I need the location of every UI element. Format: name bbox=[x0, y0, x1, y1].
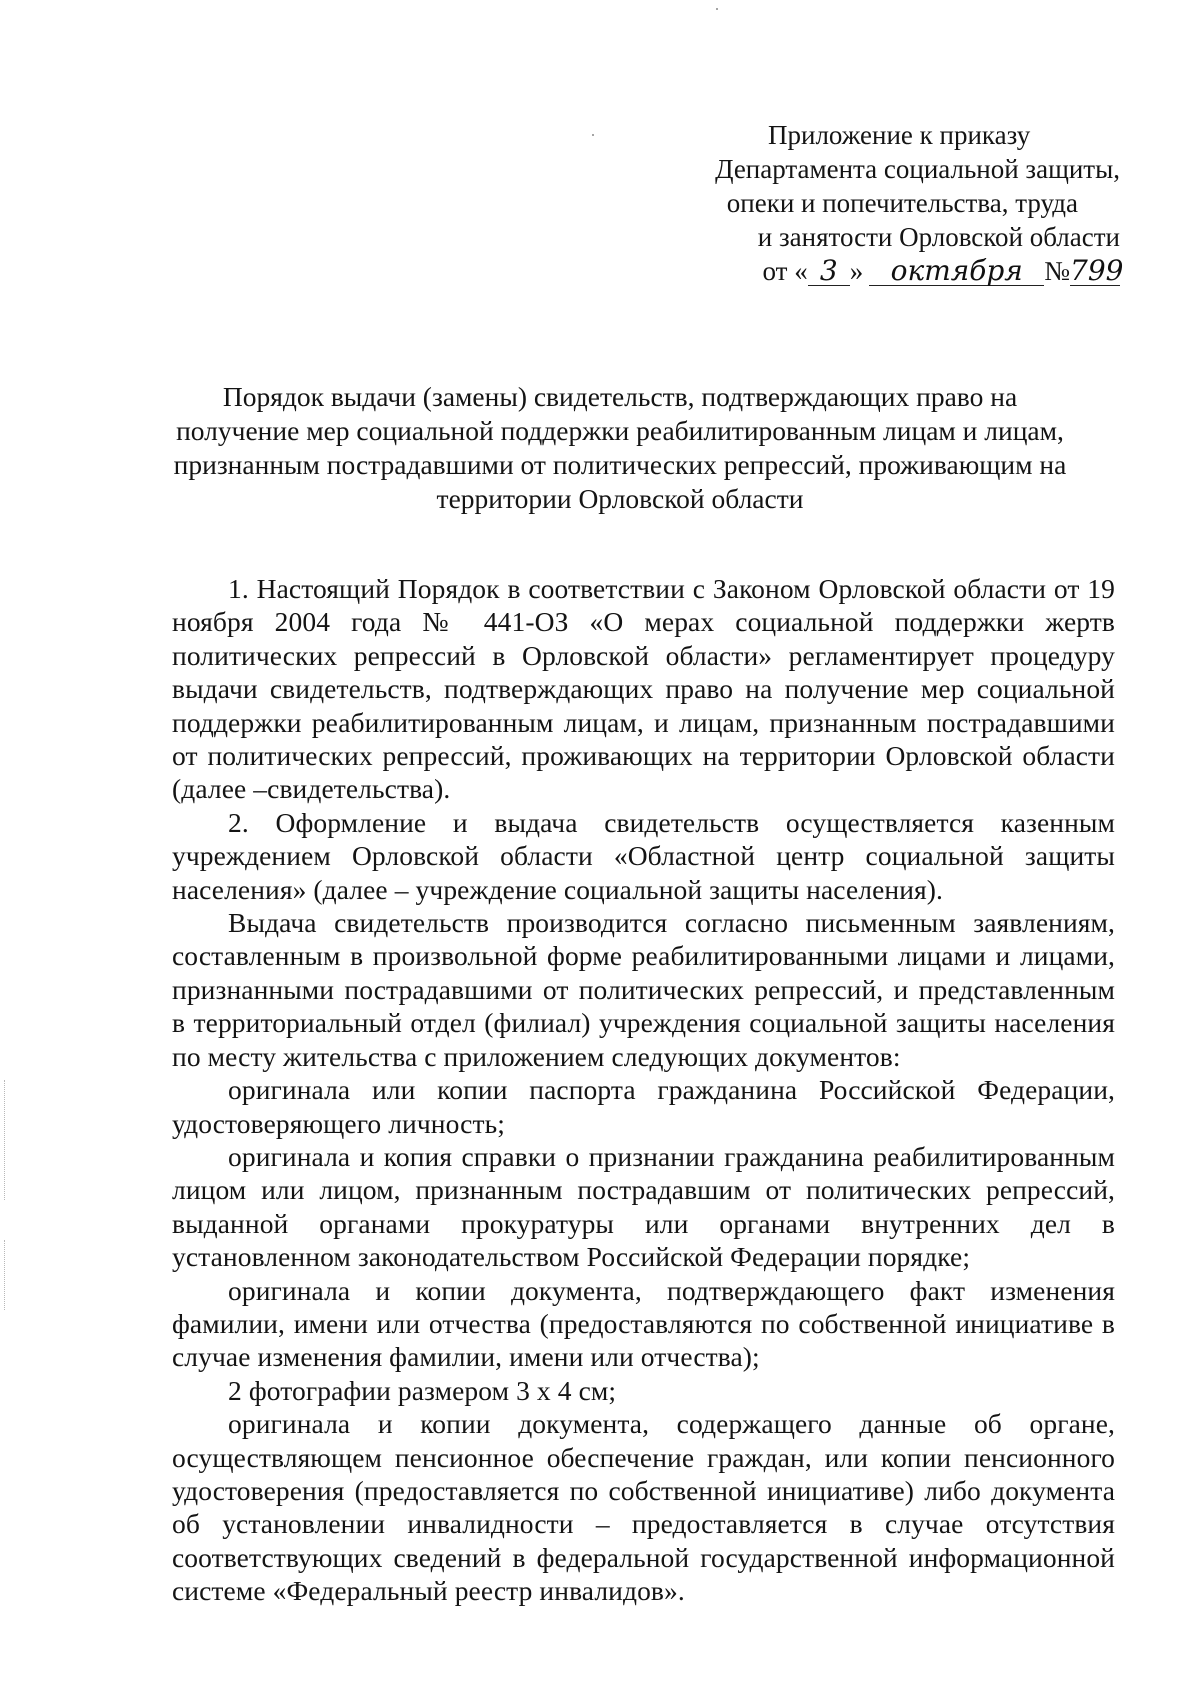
title-line-4: территории Орловской области bbox=[436, 483, 804, 514]
appendix-header bbox=[680, 118, 1124, 288]
paragraph-1: 1. Настоящий Порядок в соответствии с Законом Орловской области от 19 ноября 2004 года № 441-ОЗ «О мерах социальной поддержки жертв политических репрессий в Орловской области» регламентирует процедуру выдачи свидетельств, подтверждающих право на получение мер социальной поддержки реабилитированным лицам, и лицам, признанным пострадавшими от политических репрессий, проживающих на территории Орловской области (далее –свидетельства). bbox=[172, 573, 1115, 805]
appendix-line-3: опеки и попечительства, труда bbox=[726, 188, 1078, 218]
document-body bbox=[172, 572, 1115, 1608]
scan-speck bbox=[716, 8, 718, 10]
title-line-1: Порядок выдачи (замены) свидетельств, подтверждающих право на bbox=[222, 381, 1018, 412]
handwritten-day: 3 bbox=[808, 257, 850, 286]
paragraph-2: 2. Оформление и выдача свидетельств осуществляется казенным учреждением Орловской области «Областной центр социальной защиты населения» (далее – учреждение социальной защиты населения). bbox=[172, 806, 1115, 905]
date-mid: » bbox=[849, 256, 864, 286]
order-date-line bbox=[680, 254, 1124, 288]
handwritten-month: октября bbox=[869, 257, 1044, 286]
scan-margin-mark bbox=[4, 1080, 7, 1200]
paragraph-3: Выдача свидетельств производится согласно письменным заявлениям, составленным в произвольной форме реабилитированными лицами и лицами, признанными пострадавшими от политических репрессий, и представленным в территориальный отдел (филиал) учреждения социальной защиты населения по месту жительства с приложением следующих документов: bbox=[172, 907, 1115, 1072]
list-item-certificate: оригинала и копия справки о признании гражданина реабилитированным лицом или лицом, признанным пострадавшим от политических репрессий, выданной органами прокуратуры или органами внутренних дел в установленном законодательством Российской Федерации порядке; bbox=[172, 1140, 1115, 1273]
list-item-passport: оригинала или копии паспорта гражданина Российской Федерации, удостоверяющего личность; bbox=[172, 1074, 1115, 1139]
list-item-name-change: оригинала и копии документа, подтверждающего факт изменения фамилии, имени или отчества (предоставляются по собственной инициативе в случае изменения фамилии, имени или отчества); bbox=[172, 1274, 1115, 1373]
document-title bbox=[150, 380, 1090, 516]
appendix-line-2: Департамента социальной защиты, bbox=[715, 154, 1120, 184]
title-line-3: признанным пострадавшими от политических репрессий, проживающим на bbox=[173, 449, 1067, 480]
scan-speck bbox=[592, 134, 594, 136]
list-item-photos: 2 фотографии размером 3 х 4 см; bbox=[228, 1374, 617, 1406]
scan-margin-mark bbox=[4, 1240, 7, 1310]
title-line-2: получение мер социальной поддержки реабилитированным лицам и лицам, bbox=[176, 415, 1064, 446]
appendix-line-4: и занятости Орловской области bbox=[757, 222, 1120, 252]
number-prefix: № bbox=[1044, 256, 1070, 286]
date-prefix: от « bbox=[762, 256, 808, 286]
list-item-pension: оригинала и копии документа, содержащего данные об органе, осуществляющем пенсионное обеспечение граждан, или копии пенсионного удостоверения (предоставляется по собственной инициативе) либо документа об установлении инвалидности – предоставляется в случае отсутствия соответствующих сведений в федеральной государственной информационной системе «Федеральный реестр инвалидов». bbox=[172, 1408, 1115, 1607]
handwritten-order-number: 799 bbox=[1070, 254, 1124, 287]
appendix-line-1: Приложение к приказу bbox=[768, 120, 1031, 150]
